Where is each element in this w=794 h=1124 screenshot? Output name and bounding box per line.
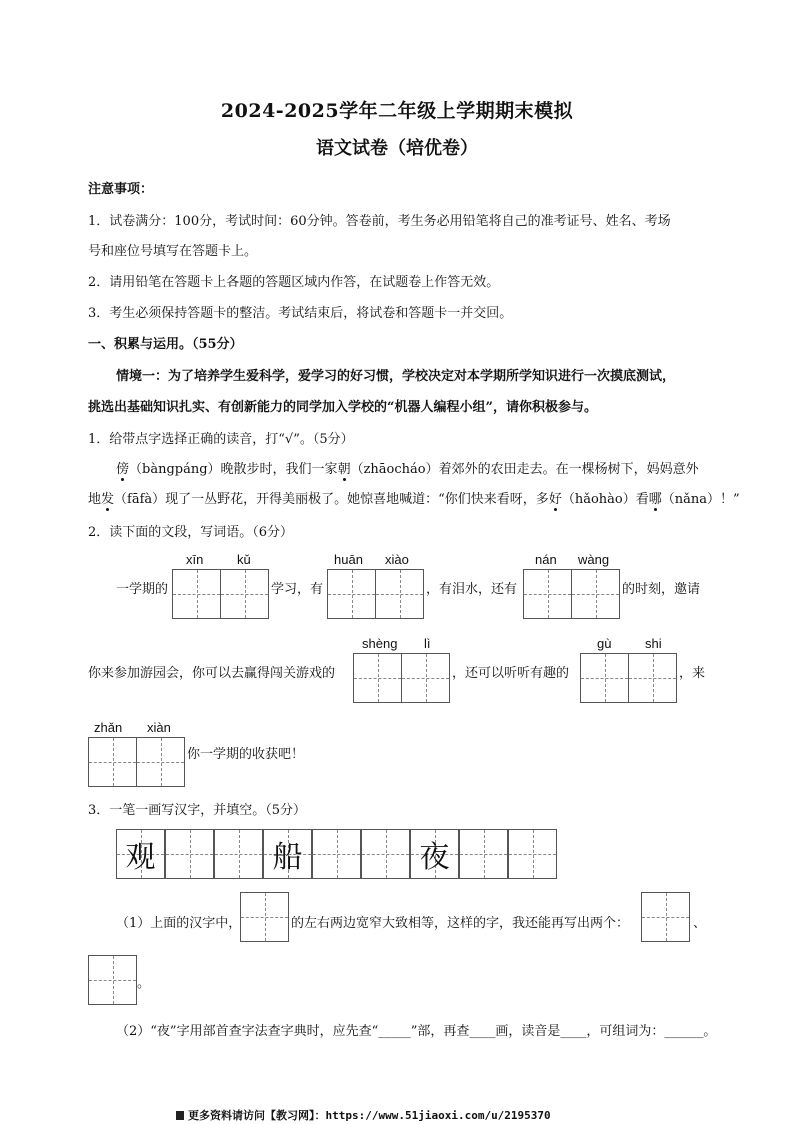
q1-text: （bàngpáng）晚散步时，我们一家	[129, 462, 338, 477]
answer-grid-cell[interactable]	[327, 569, 376, 619]
q2-text: ，有泪水，还有	[426, 582, 518, 597]
q2-prompt: 2．读下面的文段，写词语。（6分）	[88, 525, 294, 540]
writing-grid-cell[interactable]	[312, 829, 361, 879]
q2-text: 你来参加游园会，你可以去赢得闯关游戏的	[88, 666, 336, 681]
pinyin-label: wàng	[578, 552, 610, 567]
q1-text: （zhāocháo）着郊外的农田走去。在一棵杨树下，妈妈意外	[350, 462, 699, 477]
q2-text: ，还可以听听有趣的	[452, 666, 570, 681]
pinyin-label: xiàn	[147, 720, 171, 735]
answer-grid-cell[interactable]	[353, 653, 402, 703]
answer-grid-cell[interactable]	[375, 569, 424, 619]
notice-item-1a: 1．试卷满分：100分，考试时间：60分钟。答卷前，考生务必用铅笔将自己的准考证号、姓名、考场	[88, 214, 671, 229]
answer-grid-cell[interactable]	[172, 569, 221, 619]
answer-grid-cell[interactable]	[571, 569, 620, 619]
scenario-line-1: 情境一：为了培养学生爱科学，爱学习的好习惯，学校决定对本学期所学知识进行一次摸底测试，	[116, 369, 676, 384]
model-character: 夜	[419, 840, 450, 875]
answer-grid-cell[interactable]	[580, 653, 629, 703]
pinyin-label: zhǎn	[94, 720, 123, 735]
answer-grid-cell[interactable]	[136, 737, 185, 787]
q1-text: （nǎna）！”	[661, 492, 740, 507]
model-character: 观	[125, 840, 156, 875]
q1-text: （hǎohào）看	[561, 492, 649, 507]
answer-grid-cell[interactable]	[523, 569, 572, 619]
pinyin-label: nán	[535, 552, 557, 567]
dotted-char: 朝	[337, 462, 351, 477]
model-character: 船	[272, 840, 303, 875]
pinyin-label: xīn	[186, 552, 204, 567]
notice-item-2: 2．请用铅笔在答题卡上各题的答题区域内作答，在试题卷上作答无效。	[88, 275, 500, 290]
answer-grid-cell[interactable]	[641, 892, 690, 942]
flag-icon	[176, 1111, 184, 1120]
pinyin-label: xiào	[385, 552, 409, 567]
dotted-char: 哪	[648, 492, 662, 507]
notice-item-3: 3．考生必须保持答题卡的整洁。考试结束后，将试卷和答题卡一并交回。	[88, 306, 513, 321]
answer-grid-cell[interactable]	[240, 892, 289, 942]
q1-prompt: 1．给带点字选择正确的读音，打“√”。（5分）	[88, 432, 354, 447]
writing-grid-cell[interactable]	[214, 829, 263, 879]
writing-grid-cell[interactable]	[361, 829, 410, 879]
pinyin-label: kǔ	[237, 552, 251, 567]
q2-text: 你一学期的收获吧！	[187, 747, 305, 762]
q1-line-1	[116, 458, 699, 477]
q1-text: （fāfà）现了一丛野花，开得美丽极了。她惊喜地喊道：“你们快来看呀，多	[114, 492, 549, 507]
notice-item-1b: 号和座位号填写在答题卡上。	[88, 244, 258, 259]
pinyin-label: shèng	[362, 636, 398, 651]
answer-grid-cell[interactable]	[628, 653, 677, 703]
pinyin-label: gù	[597, 636, 612, 651]
dotted-char: 好	[548, 492, 562, 507]
dotted-char: 傍	[116, 462, 130, 477]
q2-text: 学习，有	[271, 582, 324, 597]
writing-grid-cell[interactable]	[165, 829, 214, 879]
writing-grid-cell[interactable]	[508, 829, 557, 879]
answer-grid-cell[interactable]	[88, 955, 137, 1005]
section-heading: 一、积累与运用。（55分）	[88, 337, 243, 352]
q3-sub2-text: （2）“夜”字用部首查字法查字典时，应先查“_____”部，再查____画，读音是____，可组词为：______。	[116, 1024, 717, 1039]
q2-text: 一学期的	[116, 582, 169, 597]
answer-grid-cell[interactable]	[220, 569, 269, 619]
pinyin-label: huān	[334, 552, 363, 567]
notice-heading: 注意事项：	[88, 182, 154, 197]
dotted-char: 发	[101, 492, 115, 507]
q3-sub1-text: 的左右两边宽窄大致相等，这样的字，我还能再写出两个：	[291, 916, 630, 931]
footer-link[interactable]	[176, 1107, 551, 1123]
q3-sub1-sep: 、	[693, 916, 707, 931]
q1-line-2	[88, 488, 740, 507]
exam-subtitle: 语文试卷（培优卷）	[316, 138, 478, 159]
q2-text: 的时刻，邀请	[622, 582, 701, 597]
exam-title: 2024-2025学年二年级上学期期末模拟	[220, 100, 574, 122]
footer-text: 更多资料请访问【教习网】：https://www.51jiaoxi.com/u/2195370	[188, 1109, 551, 1122]
pinyin-label: lì	[424, 636, 431, 651]
answer-grid-cell[interactable]	[401, 653, 450, 703]
scenario-line-2: 挑选出基础知识扎实、有创新能力的同学加入学校的“机器人编程小组”，请你积极参与。	[88, 400, 597, 415]
q3-sub1-end: 。	[137, 976, 151, 991]
pinyin-label: shi	[645, 636, 662, 651]
q2-text: ，来	[679, 666, 706, 681]
answer-grid-cell[interactable]	[88, 737, 137, 787]
q1-text: 地	[88, 492, 102, 507]
q3-sub1-text: （1）上面的汉字中，	[116, 916, 242, 931]
writing-grid-cell[interactable]	[459, 829, 508, 879]
q3-prompt: 3．一笔一画写汉字，并填空。（5分）	[88, 803, 307, 818]
